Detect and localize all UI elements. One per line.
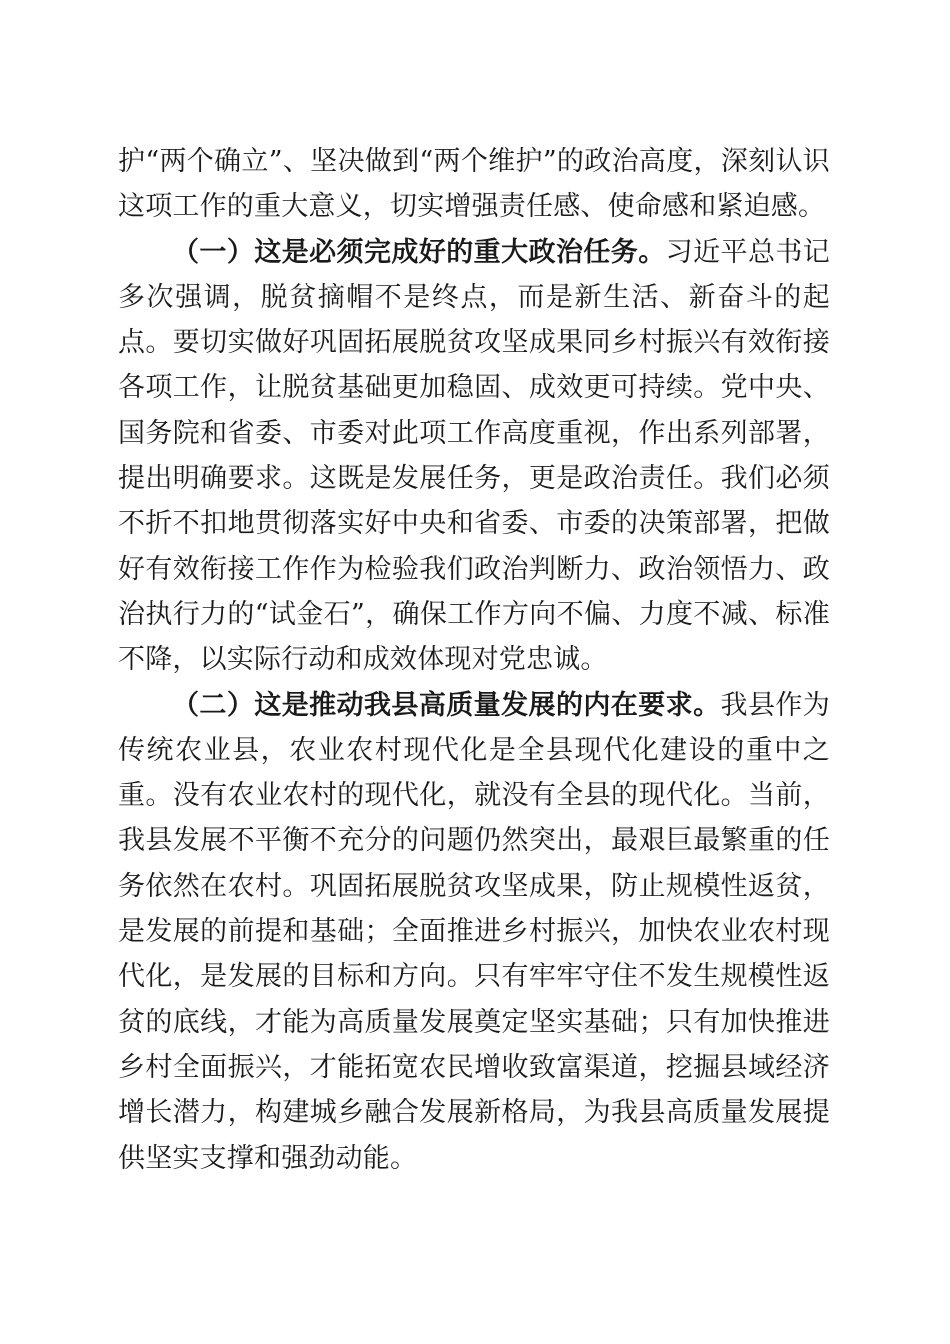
section-heading: （一）这是必须完成好的重大政治任务。 [172, 236, 666, 268]
section-heading: （二）这是推动我县高质量发展的内在要求。 [172, 689, 721, 721]
paragraph-section-1 [118, 230, 830, 683]
paragraph-section-2 [118, 683, 830, 1181]
document-page [118, 139, 830, 1181]
paragraph-body: 习近平总书记多次强调，脱贫摘帽不是终点，而是新生活、新奋斗的起点。要切实做好巩固拓展脱贫攻坚成果同乡村振兴有效衔接各项工作，让脱贫基础更加稳固、成效更可持续。党中央、国务院和省委、市委对此项工作高度重视，作出系列部署，提出明确要求。这既是发展任务，更是政治责任。我们必须不折不扣地贯彻落实好中央和省委、市委的决策部署，把做好有效衔接工作作为检验我们政治判断力、政治领悟力、政治执行力的“试金石”，确保工作方向不偏、力度不减、标准不降，以实际行动和成效体现对党忠诚。 [118, 236, 830, 676]
paragraph-body: 护“两个确立”、坚决做到“两个维护”的政治高度，深刻认识这项工作的重大意义，切实增强责任感、使命感和紧迫感。 [118, 146, 830, 223]
paragraph-continuation [118, 139, 830, 230]
paragraph-body: 我县作为传统农业县，农业农村现代化是全县现代化建设的重中之重。没有农业农村的现代化，就没有全县的现代化。当前，我县发展不平衡不充分的问题仍然突出，最艰巨最繁重的任务依然在农村。巩固拓展脱贫攻坚成果，防止规模性返贫，是发展的前提和基础；全面推进乡村振兴，加快农业农村现代化，是发展的目标和方向。只有牢牢守住不发生规模性返贫的底线，才能为高质量发展奠定坚实基础；只有加快推进乡村全面振兴，才能拓宽农民增收致富渠道，挖掘县域经济增长潜力，构建城乡融合发展新格局，为我县高质量发展提供坚实支撑和强劲动能。 [118, 689, 830, 1174]
